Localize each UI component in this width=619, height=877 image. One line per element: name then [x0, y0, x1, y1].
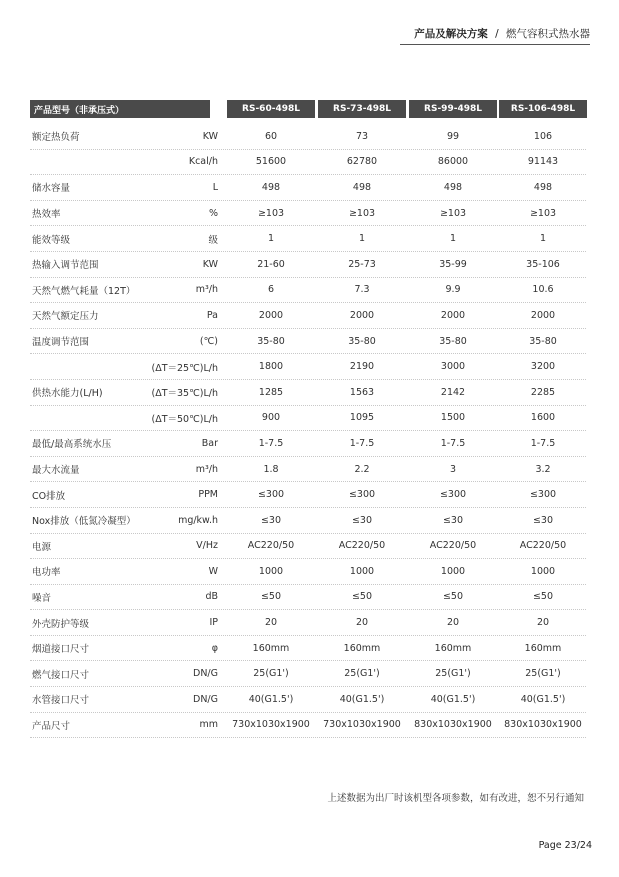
- row-unit: (ΔT＝35℃)L/h: [151, 388, 218, 400]
- row-value: 2000: [258, 309, 284, 321]
- table-row: [30, 201, 586, 227]
- row-value: ≥103: [257, 207, 285, 219]
- row-unit: (ΔT＝25℃)L/h: [151, 362, 218, 374]
- row-value: ≤300: [257, 489, 285, 501]
- row-value: AC220/50: [338, 540, 386, 552]
- footnote: 上述数据为出厂时该机型各项参数，如有改进，恕不另行通知: [327, 793, 584, 804]
- row-value: ≤50: [260, 591, 282, 603]
- row-value: ≥103: [439, 207, 467, 219]
- row-label: 最大水流量: [32, 465, 80, 477]
- row-value: 21-60: [257, 258, 285, 270]
- row-value: 1000: [530, 565, 556, 577]
- row-value: ≤300: [439, 489, 467, 501]
- row-value: AC220/50: [247, 540, 295, 552]
- row-label: 热效率: [32, 209, 61, 221]
- table-row: [30, 226, 586, 252]
- row-label: 温度调节范围: [32, 337, 90, 349]
- row-unit: DN/G: [193, 668, 218, 680]
- row-label: 额定热负荷: [32, 132, 80, 144]
- row-value: 498: [352, 181, 372, 193]
- header-category: 产品及解决方案: [414, 28, 488, 40]
- row-value: 40(G1.5'): [520, 693, 566, 705]
- row-value: 1: [267, 233, 275, 245]
- row-unit: (ΔT＝50℃)L/h: [151, 413, 218, 425]
- row-value: 2.2: [354, 463, 370, 475]
- row-unit: mm: [199, 719, 218, 731]
- row-value: 25(G1'): [253, 668, 289, 680]
- table-row: [30, 482, 586, 508]
- table-row: [30, 252, 586, 278]
- model-2: RS-73-498L: [318, 100, 406, 118]
- row-value: 20: [355, 617, 369, 629]
- table-row: [30, 406, 586, 432]
- row-label: 能效等级: [32, 234, 71, 246]
- row-value: 35-80: [257, 335, 285, 347]
- row-value: 2190: [349, 361, 375, 373]
- row-value: 1-7.5: [440, 437, 466, 449]
- model-3: RS-99-498L: [409, 100, 497, 118]
- row-value: AC220/50: [519, 540, 567, 552]
- row-value: 51600: [255, 156, 287, 168]
- row-label: Nox排放（低氮冷凝型）: [32, 516, 136, 528]
- row-value: 20: [536, 617, 550, 629]
- row-unit: 级: [208, 234, 218, 246]
- row-value: 25(G1'): [525, 668, 561, 680]
- row-value: 498: [261, 181, 281, 193]
- row-label: 烟道接口尺寸: [32, 644, 90, 656]
- row-value: 1000: [349, 565, 375, 577]
- row-value: 35-80: [348, 335, 376, 347]
- table-row: [30, 431, 586, 457]
- row-value: 160mm: [524, 642, 562, 654]
- table-row: [30, 687, 586, 713]
- row-label: 电源: [32, 541, 52, 553]
- row-label: 储水容量: [32, 183, 71, 195]
- row-value: ≤30: [260, 514, 282, 526]
- row-value: 86000: [437, 156, 469, 168]
- row-label: CO排放: [32, 490, 66, 502]
- table-row: [30, 278, 586, 304]
- spec-table-header: [30, 100, 586, 118]
- row-value: 35-106: [526, 258, 560, 270]
- row-value: 1095: [349, 412, 375, 424]
- model-4: RS-106-498L: [499, 100, 587, 118]
- table-row: [30, 585, 586, 611]
- row-value: 20: [264, 617, 278, 629]
- row-unit: (℃): [199, 335, 218, 347]
- row-value: AC220/50: [429, 540, 477, 552]
- row-value: ≤50: [351, 591, 373, 603]
- row-value: ≤300: [348, 489, 376, 501]
- row-value: 498: [443, 181, 463, 193]
- row-value: 6: [267, 284, 275, 296]
- row-value: 2142: [440, 386, 466, 398]
- spec-table: [30, 100, 586, 738]
- row-value: 3.2: [535, 463, 551, 475]
- row-value: 1000: [258, 565, 284, 577]
- table-row: [30, 610, 586, 636]
- row-unit: φ: [211, 642, 218, 654]
- row-label: 电功率: [32, 567, 61, 579]
- row-value: 2000: [440, 309, 466, 321]
- table-row: [30, 354, 586, 380]
- row-value: ≤50: [442, 591, 464, 603]
- row-value: 40(G1.5'): [430, 693, 476, 705]
- row-label: 天然气额定压力: [32, 311, 99, 323]
- row-value: ≤30: [532, 514, 554, 526]
- row-unit: m³/h: [195, 463, 218, 475]
- row-label: 供热水能力(L/H): [32, 388, 103, 400]
- row-value: 25(G1'): [344, 668, 380, 680]
- row-unit: L: [212, 181, 218, 193]
- table-row: [30, 175, 586, 201]
- row-value: 1: [539, 233, 547, 245]
- row-value: 1600: [530, 412, 556, 424]
- row-value: 730x1030x1900: [232, 719, 310, 731]
- row-label: 噪音: [32, 592, 52, 604]
- header-label: 产品型号（非承压式）: [30, 100, 210, 118]
- row-value: 106: [533, 130, 553, 142]
- row-value: 830x1030x1900: [414, 719, 492, 731]
- row-value: 900: [261, 412, 281, 424]
- row-value: ≥103: [529, 207, 557, 219]
- row-value: 10.6: [532, 284, 554, 296]
- row-value: 1: [449, 233, 457, 245]
- row-value: 91143: [527, 156, 559, 168]
- row-unit: IP: [209, 617, 218, 629]
- row-unit: KW: [202, 258, 218, 270]
- row-value: 1-7.5: [349, 437, 375, 449]
- table-row: [30, 661, 586, 687]
- model-1: RS-60-498L: [227, 100, 315, 118]
- row-value: 25(G1'): [435, 668, 471, 680]
- row-value: 1.8: [263, 463, 279, 475]
- row-unit: mg/kw.h: [178, 514, 218, 526]
- row-value: 2000: [349, 309, 375, 321]
- table-row: [30, 380, 586, 406]
- row-value: 35-80: [439, 335, 467, 347]
- row-label: 热输入调节范围: [32, 260, 99, 272]
- row-value: 730x1030x1900: [323, 719, 401, 731]
- row-value: 35-80: [529, 335, 557, 347]
- row-value: 7.3: [354, 284, 370, 296]
- row-value: ≤30: [442, 514, 464, 526]
- row-value: 1285: [258, 386, 284, 398]
- row-value: 830x1030x1900: [504, 719, 582, 731]
- row-value: 498: [533, 181, 553, 193]
- row-value: 1500: [440, 412, 466, 424]
- row-value: 3: [449, 463, 457, 475]
- table-row: [30, 303, 586, 329]
- row-value: 1-7.5: [258, 437, 284, 449]
- row-value: 35-99: [439, 258, 467, 270]
- table-row: [30, 559, 586, 585]
- header-product: 燃气容积式热水器: [506, 28, 590, 40]
- row-unit: V/Hz: [196, 540, 218, 552]
- row-unit: KW: [202, 130, 218, 142]
- page-number: Page 23/24: [538, 840, 592, 851]
- row-value: 3200: [530, 361, 556, 373]
- row-value: 1000: [440, 565, 466, 577]
- table-row: [30, 636, 586, 662]
- row-value: 160mm: [343, 642, 381, 654]
- row-label: 水管接口尺寸: [32, 695, 90, 707]
- row-label: 燃气接口尺寸: [32, 669, 90, 681]
- page-header: [0, 26, 590, 42]
- row-value: 1: [358, 233, 366, 245]
- row-unit: Kcal/h: [188, 156, 218, 168]
- row-value: ≥103: [348, 207, 376, 219]
- header-rule: [400, 44, 590, 45]
- row-unit: Bar: [201, 437, 218, 449]
- row-value: 40(G1.5'): [248, 693, 294, 705]
- row-label: 外壳防护等级: [32, 618, 90, 630]
- row-value: 99: [446, 130, 460, 142]
- table-row: [30, 713, 586, 739]
- row-unit: Pa: [206, 309, 218, 321]
- row-unit: PPM: [198, 489, 218, 501]
- table-row: [30, 508, 586, 534]
- row-value: 1800: [258, 361, 284, 373]
- row-value: 1563: [349, 386, 375, 398]
- row-label: 天然气燃气耗量（12T）: [32, 285, 136, 297]
- row-value: 40(G1.5'): [339, 693, 385, 705]
- row-value: 160mm: [252, 642, 290, 654]
- row-label: 产品尺寸: [32, 720, 71, 732]
- row-unit: %: [208, 207, 218, 219]
- row-unit: W: [208, 565, 218, 577]
- row-value: 60: [264, 130, 278, 142]
- row-value: 62780: [346, 156, 378, 168]
- row-value: 160mm: [434, 642, 472, 654]
- row-value: 2000: [530, 309, 556, 321]
- table-row: [30, 329, 586, 355]
- table-row: [30, 124, 586, 150]
- row-value: 20: [446, 617, 460, 629]
- header-separator: /: [495, 28, 499, 40]
- row-value: ≤30: [351, 514, 373, 526]
- table-row: [30, 150, 586, 176]
- row-value: 9.9: [445, 284, 461, 296]
- row-value: 25-73: [348, 258, 376, 270]
- row-value: 3000: [440, 361, 466, 373]
- row-value: 2285: [530, 386, 556, 398]
- row-unit: m³/h: [195, 284, 218, 296]
- row-value: ≤300: [529, 489, 557, 501]
- row-value: ≤50: [532, 591, 554, 603]
- row-unit: dB: [205, 591, 218, 603]
- row-unit: DN/G: [193, 693, 218, 705]
- row-label: 最低/最高系统水压: [32, 439, 112, 451]
- row-value: 1-7.5: [530, 437, 556, 449]
- table-row: [30, 534, 586, 560]
- row-value: 73: [355, 130, 369, 142]
- table-row: [30, 457, 586, 483]
